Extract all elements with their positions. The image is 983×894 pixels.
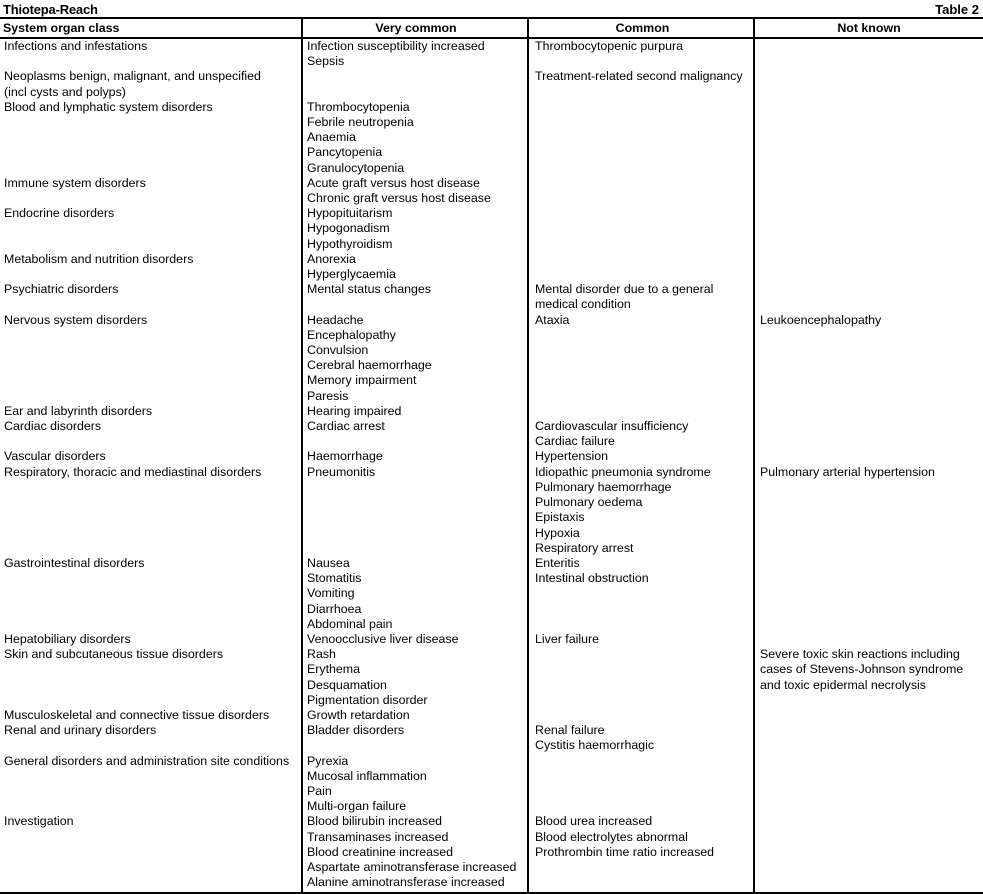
not-known-cell (755, 449, 983, 464)
not-known-cell (755, 632, 983, 647)
table-header-row (0, 20, 983, 38)
cell-line: Headache (307, 312, 364, 327)
not-known-cell (755, 556, 983, 632)
cell-line: Granulocytopenia (307, 160, 405, 175)
cell-line: Anaemia (307, 130, 356, 145)
soc-cell (0, 282, 302, 312)
very-common-cell (302, 252, 530, 282)
table-row (0, 252, 983, 282)
table-row (0, 100, 983, 176)
cell-line: Enteritis (535, 555, 580, 570)
not-known-cell (755, 252, 983, 282)
very-common-cell (302, 176, 530, 206)
cell-line: Multi-organ failure (307, 799, 407, 814)
common-cell (530, 313, 755, 404)
soc-cell (0, 449, 302, 464)
cell-line: Cystitis haemorrhagic (535, 738, 655, 753)
cell-line: Febrile neutropenia (307, 115, 414, 130)
adverse-reactions-table (0, 20, 983, 890)
top-rule (0, 17, 983, 19)
common-cell (530, 814, 755, 890)
not-known-cell (755, 754, 983, 815)
cell-line: Anorexia (307, 251, 356, 266)
cell-line: Hypothyroidism (307, 236, 393, 251)
common-cell (530, 282, 755, 312)
cell-line: Metabolism and nutrition disorders (4, 251, 194, 266)
table-row (0, 176, 983, 206)
soc-cell (0, 404, 302, 419)
very-common-cell (302, 465, 530, 556)
table-row (0, 647, 983, 708)
very-common-cell (302, 449, 530, 464)
soc-cell (0, 69, 302, 99)
table-row (0, 206, 983, 252)
common-cell (530, 723, 755, 753)
very-common-cell (302, 754, 530, 815)
very-common-cell (302, 206, 530, 252)
table-row (0, 814, 983, 890)
soc-cell (0, 465, 302, 556)
cell-line: Blood creatinine increased (307, 844, 454, 859)
common-cell (530, 404, 755, 419)
cell-line: Prothrombin time ratio increased (535, 844, 715, 859)
cell-line: Renal failure (535, 723, 605, 738)
cell-line: Hyperglycaemia (307, 267, 396, 282)
cell-line: Cerebral haemorrhage (307, 358, 432, 373)
cell-line: Respiratory arrest (535, 540, 634, 555)
cell-line: and toxic epidermal necrolysis (760, 677, 926, 692)
very-common-cell (302, 556, 530, 632)
cell-line: Blood bilirubin increased (307, 814, 443, 829)
very-common-cell (302, 632, 530, 647)
table-row (0, 419, 983, 449)
cell-line: Cardiac arrest (307, 419, 385, 434)
cell-line: Pulmonary oedema (535, 495, 643, 510)
not-known-cell (755, 38, 983, 69)
common-cell (530, 708, 755, 723)
cell-line: Pulmonary haemorrhage (535, 479, 672, 494)
common-cell (530, 632, 755, 647)
cell-line: Infections and infestations (4, 39, 148, 53)
not-known-cell (755, 814, 983, 890)
table-row (0, 632, 983, 647)
cell-line: General disorders and administration site conditions (4, 753, 290, 768)
not-known-cell (755, 282, 983, 312)
not-known-cell (755, 69, 983, 99)
cell-line: Diarrhoea (307, 601, 362, 616)
cell-line: Haemorrhage (307, 449, 383, 464)
table-row (0, 404, 983, 419)
column-header-common: Common (530, 20, 755, 38)
very-common-cell (302, 313, 530, 404)
cell-line: Stomatitis (307, 571, 362, 586)
cell-line: Ataxia (535, 312, 570, 327)
very-common-cell (302, 647, 530, 708)
not-known-cell (755, 708, 983, 723)
cell-line: Thrombocytopenia (307, 99, 410, 114)
soc-cell (0, 176, 302, 206)
cell-line: Nausea (307, 555, 350, 570)
table-row (0, 69, 983, 99)
cell-line: Cardiac failure (535, 434, 615, 449)
very-common-cell (302, 708, 530, 723)
not-known-cell (755, 176, 983, 206)
cell-line: Pancytopenia (307, 145, 383, 160)
cell-line: Pyrexia (307, 753, 349, 768)
table-header-bar (0, 0, 983, 18)
cell-line: Skin and subcutaneous tissue disorders (4, 647, 224, 662)
cell-line: Neoplasms benign, malignant, and unspecified (4, 69, 261, 84)
cell-line: Cardiovascular insufficiency (535, 419, 689, 434)
cell-line: Immune system disorders (4, 175, 146, 190)
cell-line: Respiratory, thoracic and mediastinal disorders (4, 464, 262, 479)
cell-line: Mental disorder due to a general (535, 282, 714, 297)
cell-line: Gastrointestinal disorders (4, 555, 145, 570)
cell-line: Hypoxia (535, 525, 580, 540)
cell-line: Treatment-related second malignancy (535, 69, 743, 84)
not-known-cell (755, 419, 983, 449)
cell-line: Paresis (307, 388, 349, 403)
cell-line: Chronic graft versus host disease (307, 191, 491, 206)
soc-cell (0, 814, 302, 890)
common-cell (530, 647, 755, 708)
cell-line: Mental status changes (307, 282, 431, 297)
cell-line: Pain (307, 783, 332, 798)
column-header-not-known: Not known (755, 20, 983, 38)
cell-line: Intestinal obstruction (535, 571, 649, 586)
column-header-very-common: Very common (302, 20, 530, 38)
soc-cell (0, 252, 302, 282)
cell-line: Growth retardation (307, 707, 410, 722)
cell-line: Hepatobiliary disorders (4, 631, 131, 646)
soc-cell (0, 206, 302, 252)
cell-line: Investigation (4, 814, 74, 829)
common-cell (530, 69, 755, 99)
common-cell (530, 754, 755, 815)
cell-line: Hypertension (535, 449, 609, 464)
soc-cell (0, 38, 302, 69)
cell-line: Encephalopathy (307, 327, 396, 342)
soc-cell (0, 647, 302, 708)
common-cell (530, 449, 755, 464)
cell-line: Blood and lymphatic system disorders (4, 99, 213, 114)
table-row (0, 465, 983, 556)
cell-line: Alanine aminotransferase increased (307, 875, 505, 890)
common-cell (530, 176, 755, 206)
cell-line: Leukoencephalopathy (760, 312, 882, 327)
cell-line: Hypopituitarism (307, 206, 393, 221)
cell-line: Mucosal inflammation (307, 768, 427, 783)
very-common-cell (302, 38, 530, 69)
soc-cell (0, 754, 302, 815)
common-cell (530, 252, 755, 282)
not-known-cell (755, 404, 983, 419)
very-common-cell (302, 723, 530, 753)
cell-line: Erythema (307, 662, 361, 677)
cell-line: medical condition (535, 297, 631, 312)
table-row (0, 282, 983, 312)
cell-line: Infection susceptibility increased (307, 39, 485, 53)
table-row (0, 723, 983, 753)
not-known-cell (755, 723, 983, 753)
document-title: Thiotepa-Reach (3, 2, 98, 17)
cell-line: Vomiting (307, 586, 355, 601)
table-row (0, 449, 983, 464)
cell-line: Psychiatric disorders (4, 282, 119, 297)
cell-line: Hypogonadism (307, 221, 390, 236)
cell-line: Thrombocytopenic purpura (535, 39, 684, 53)
very-common-cell (302, 100, 530, 176)
cell-line: Bladder disorders (307, 723, 405, 738)
soc-cell (0, 100, 302, 176)
not-known-cell (755, 465, 983, 556)
table-row (0, 556, 983, 632)
cell-line: Venoocclusive liver disease (307, 631, 459, 646)
cell-line: Vascular disorders (4, 449, 106, 464)
table-row (0, 708, 983, 723)
very-common-cell (302, 814, 530, 890)
cell-line: Endocrine disorders (4, 206, 115, 221)
soc-cell (0, 313, 302, 404)
cell-line: Severe toxic skin reactions including (760, 647, 960, 662)
common-cell (530, 206, 755, 252)
not-known-cell (755, 647, 983, 708)
cell-line: (incl cysts and polyps) (4, 84, 126, 99)
table-number: Table 2 (935, 2, 979, 17)
common-cell (530, 419, 755, 449)
cell-line: Rash (307, 647, 336, 662)
cell-line: Hearing impaired (307, 403, 402, 418)
soc-cell (0, 556, 302, 632)
cell-line: Memory impairment (307, 373, 417, 388)
very-common-cell (302, 404, 530, 419)
cell-line: Aspartate aminotransferase increased (307, 859, 517, 874)
cell-line: Acute graft versus host disease (307, 175, 480, 190)
common-cell (530, 100, 755, 176)
cell-line: Sepsis (307, 54, 345, 69)
cell-line: cases of Stevens-Johnson syndrome (760, 662, 964, 677)
very-common-cell (302, 419, 530, 449)
table-row (0, 38, 983, 69)
common-cell (530, 38, 755, 69)
cell-line: Ear and labyrinth disorders (4, 403, 153, 418)
table-body (0, 38, 983, 890)
not-known-cell (755, 100, 983, 176)
cell-line: Blood electrolytes abnormal (535, 829, 688, 844)
cell-line: Cardiac disorders (4, 419, 102, 434)
common-cell (530, 465, 755, 556)
cell-line: Renal and urinary disorders (4, 723, 157, 738)
soc-cell (0, 708, 302, 723)
cell-line: Desquamation (307, 677, 387, 692)
table-row (0, 754, 983, 815)
common-cell (530, 556, 755, 632)
cell-line: Pulmonary arterial hypertension (760, 464, 935, 479)
cell-line: Pigmentation disorder (307, 692, 428, 707)
not-known-cell (755, 313, 983, 404)
cell-line: Nervous system disorders (4, 312, 148, 327)
soc-cell (0, 632, 302, 647)
not-known-cell (755, 206, 983, 252)
cell-line: Convulsion (307, 343, 369, 358)
table-row (0, 313, 983, 404)
cell-line: Blood urea increased (535, 814, 653, 829)
cell-line: Musculoskeletal and connective tissue disorders (4, 707, 270, 722)
cell-line: Abdominal pain (307, 616, 393, 631)
cell-line: Epistaxis (535, 510, 585, 525)
cell-line: Idiopathic pneumonia syndrome (535, 464, 711, 479)
cell-line: Pneumonitis (307, 464, 376, 479)
very-common-cell (302, 69, 530, 99)
column-header-soc: System organ class (0, 20, 302, 38)
cell-line: Transaminases increased (307, 829, 449, 844)
cell-line: Liver failure (535, 631, 600, 646)
soc-cell (0, 419, 302, 449)
soc-cell (0, 723, 302, 753)
very-common-cell (302, 282, 530, 312)
